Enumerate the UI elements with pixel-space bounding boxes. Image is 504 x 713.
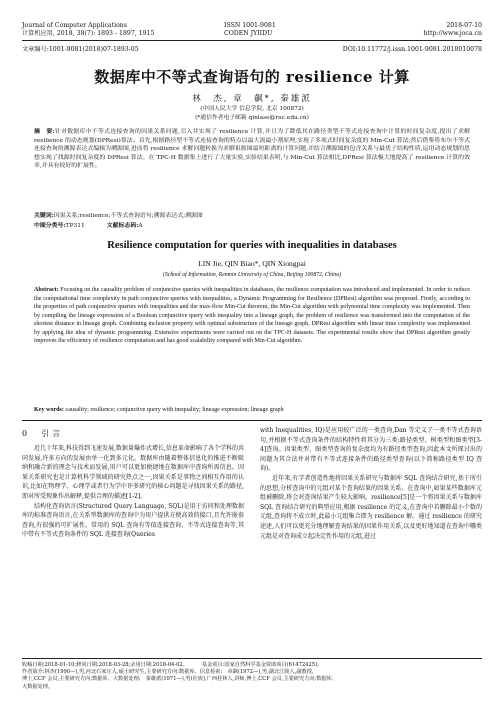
keywords-cn	[34, 212, 470, 221]
abstract-cn-label: 摘 要:	[34, 128, 55, 135]
doc-code-label: 文献标志码:	[106, 222, 139, 229]
doi[interactable]: DOI:10.11772/j.issn.1001-9081.2018010078	[342, 46, 482, 53]
affiliation-en: (School of Information, Renmin University of China, Beijing 100872, China)	[162, 272, 342, 278]
footnote	[22, 662, 482, 691]
body-paragraph: 近年来,有学者创造性地将因果关系研究与数据库 SQL 查询结合研究,基于所引的思想,分析查询中的元组对某个查询结果的因果关系。在查询中,如果某些数据库元组被删除,将会对查询结果产生较大影响。resilience[5]是一个将因果关系与数据库 SQL 查询结合研究的典型应用,根据 resilience 的定义,在查询中若删除最小个数的元组,查询将不成立时,此最小元组集合即为 resilience 解。通过 resilience 的研究途述,人们可以更充分地理解查询结果的因果作用关系,以及更好地知道在查询中哪类元组是对查询成立起决定性作用的元组,进过	[260, 474, 482, 540]
abstract-en	[34, 286, 470, 346]
keywords-en-text: causality; resilience; conjunctive query with inequality; lineage expression; lineage graph	[65, 407, 284, 413]
received-dates: 收稿日期:2018-01-10;修回日期:2018-03-28;录用日期:2018-04-02。	[22, 662, 188, 668]
keywords-en	[34, 406, 470, 415]
body-right-column	[260, 426, 482, 541]
author-bio-line: 作者简介:林杰(1990—),男,河北石家庄人,硕士研究生,主要研究方向:数据库、信息检索; 章飙(1972—),男,湖北江陵人,副教授,	[22, 669, 314, 676]
header-rule	[22, 40, 482, 41]
journal-url[interactable]: http://www.joca.cn	[423, 30, 482, 37]
email-cn: (*通信作者电子邮箱 qinlase@ruc.edu.cn)	[195, 115, 309, 121]
paper-title-en: Resilience computation for queries with inequalities in databases	[107, 240, 397, 251]
classification-cn	[34, 222, 470, 231]
article-id: 文章编号:1001-9081(2018)07-1893-05	[22, 46, 139, 53]
body-paragraph: 结构化查询语言(Structured Query Language, SQL)是用于访问和处理数据库的标准查询语言,在关系型数据库的查询中为用户提供方便高效的接口,且允许嵌套查询,有很强的可扩展性。常用的 SQL 查询有等值连接查询、不等式连接查询等,其中带有不等式查询条件的 SQL 连接查询(Queries	[22, 502, 244, 539]
authors-cn: 林 杰, 章 飙*, 秦雄派	[192, 94, 312, 104]
journal-name-en: Journal of Computer Applications	[22, 22, 127, 29]
journal-citation-cn: 计算机应用, 2018, 38(7): 1893 - 1897, 1915	[22, 30, 155, 37]
section-rule	[22, 420, 482, 421]
body-paragraph: with Inequalities, IQ)是应用较广泛的一类查询,Dan 等定义了一类不等式查询语句,并根据不等式查询条件的结构特性将其分为三类:路径类型、树类型和图类型[3-4]查询。因果类型、图类型查询的复杂度均为有路径类型查询,因此本文所探讨出的问题为其合法并对带有不等式连接条件的路径类型查询(以下简称路径类型 IQ 查询)。	[260, 427, 482, 473]
footnote-rule	[22, 658, 482, 659]
abstract-en-label: Abstract:	[34, 287, 59, 293]
keywords-cn-label: 关键词:	[34, 212, 54, 219]
clc-label: 中图分类号:	[34, 222, 66, 229]
keywords-cn-text: 因果关系;resilience;不等式查询语句;溯源表达式;溯源图	[53, 213, 203, 219]
authors-en: LIN Jie, QIN Biao*, QIN Xiongpai	[198, 259, 306, 268]
abstract-cn-text: 针对数据库中不等式连接查询的因果关系问题,引入并实现了 resilience 计算,并且为了降低其在路径类型不等式连接查询中计算的时间复杂度,提出了求解 resilience 的动态规划(DPResi)算法。首先,根据路径型不等式连接查询的特点以最大流最小割原理,实现了多项式时间复杂度的 Min-Cut 算法;然后借鉴将布尔不等式连接查询的溯源表达式编辑为溯源图,进而将 resilience 求解问题转换为求解祖源图最短距离的计算问题,并结合溯源图的包含关系与最优子结构性质,运用动态规划的思想实现了找源时间复杂度的 DPResi 算法。在 TPC-H 数据集上进行了大量实验,实验结果表明,与 Min-Cut 算法相比,DPResi 算法极大地提高了 resilience 计算的效率,并具有较好的扩展性。	[34, 129, 470, 170]
abstract-cn	[34, 128, 470, 171]
paper-title-cn: 数据库中不等式查询语句的 resilience 计算	[94, 68, 410, 86]
doc-code-value: A	[138, 223, 143, 229]
author-bio-line: 博士,CCF 会员,主要研究方向:数据库、大数据处理; 秦雄派(1971—),男(壮族),广西桂林人,讲师,博士,CCF 会员,主要研究方向:数据库、	[22, 676, 338, 683]
keywords-en-label: Key words:	[34, 407, 64, 413]
affiliation-cn: (中国人民大学 信息学院, 北京 100872)	[200, 106, 304, 112]
coden: CODEN JYIIDU	[224, 30, 273, 37]
issue-date: 2018-07-10	[446, 22, 482, 29]
section-heading-intro: 0 引言	[22, 429, 64, 438]
issn: ISSN 1001-9081	[224, 22, 276, 29]
fund-info: 基金项目:国家自然科学基金资助项目(61472425)。	[201, 662, 323, 668]
body-left-column	[22, 444, 244, 540]
body-paragraph: 近几十年来,科技得到飞速发展,数据量爆炸式增长,信息革命影响了各个学科的共同发展,许多方向的发展由单一化到多元化。数据库由随着整体信息化的推进不断吸纳和融合新的理念与技术而发展,用户可以更加便捷地在数据库中查询所需信息。因果关系研究也是计算机科学领域的研究热点之一,因果关系是事物之间相互作用的认识,比如在物理学、心理学或者行为学中许多研究的核心问题是寻找因果关系的路径,即对所受现象作出解释,提供合理的描述[1-2]。	[22, 445, 244, 500]
abstract-en-text: Focusing on the causality problem of conjunctive queries with inequalities in databases, the resilience computation was introduced and implemented. In order to reduce the computational time complexity in path conjunctive queries with inequalities, a Dynamic Programming for Resilience (DPResi) algorithm was proposed. Firstly, according to the properties of path conjunctive queries with inequalities and the max-flow Min-Cut theorem, the Min-Cut algorithm with polynomial time complexity was implemented. Then by compiling the lineage expression of a Boolean conjunctive query with inequality into a lineage graph, the problem of resilience was transformed into the computation of the shortest distance in lineage graph. Combining inclusion property with optimal substructure of the lineage graph, DPResi algorithm with linear time complexity was implemented by applying the idea of dynamic programming. Extensive experiments were carried out on the TPC-H datasets. The experimental results show that DPResi algorithm greatly improves the efficiency of resilience computation and has good scalability compared with Min-Cut algorithm.	[34, 287, 471, 345]
clc-value: TP311	[65, 223, 85, 229]
author-bio-line: 大数据处理。	[22, 683, 54, 690]
